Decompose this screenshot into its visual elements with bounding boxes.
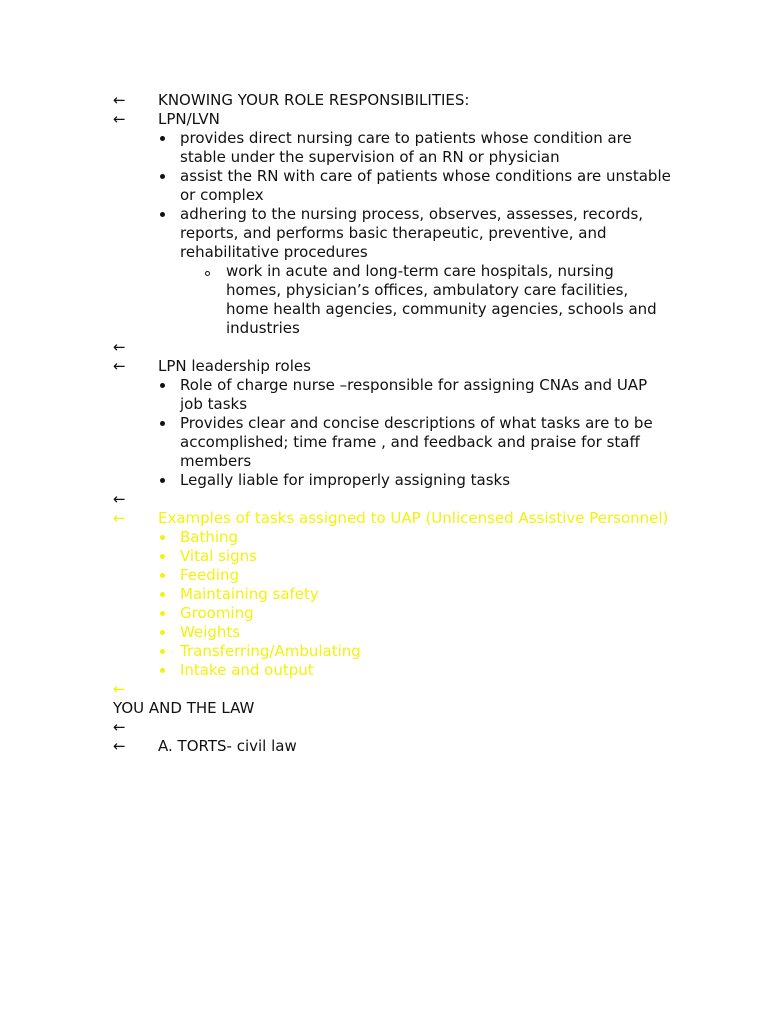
list-item-text: adhering to the nursing process, observes, assesses, records, reports, and performs basic therapeutic, preventive, and rehabilitative procedures	[180, 205, 644, 261]
arrow-icon: ←	[113, 509, 126, 527]
list-item	[113, 623, 673, 642]
list-item	[113, 205, 673, 262]
list-item-text: Legally liable for improperly assigning tasks	[180, 471, 511, 489]
list-item-text: Intake and output	[180, 661, 314, 679]
arrow-icon: ←	[113, 737, 126, 755]
section-heading-row	[113, 357, 673, 376]
bullet-icon	[160, 478, 165, 483]
empty-arrow-row	[113, 490, 673, 509]
section-heading-row	[113, 91, 673, 110]
section-heading: LPN leadership roles	[158, 357, 311, 375]
bullet-icon	[160, 383, 165, 388]
bullet-list	[113, 376, 673, 490]
bullet-icon	[160, 668, 165, 673]
uap-tasks-section	[113, 509, 673, 699]
bullet-icon	[160, 592, 165, 597]
list-item-text: Bathing	[180, 528, 239, 546]
section-heading-row	[113, 509, 673, 528]
section-item: A. TORTS- civil law	[158, 737, 297, 755]
list-item-text: Feeding	[180, 566, 239, 584]
list-item	[113, 585, 673, 604]
arrow-icon: ←	[113, 680, 126, 698]
list-item-text: Provides clear and concise descriptions of what tasks are to be accomplished; time frame , and feedback and praise for staff members	[180, 414, 653, 470]
list-item-text: Transferring/Ambulating	[180, 642, 361, 660]
bullet-icon	[160, 136, 165, 141]
arrow-icon: ←	[113, 338, 126, 356]
arrow-icon: ←	[113, 91, 126, 109]
sub-list-item-text: work in acute and long-term care hospitals, nursing homes, physician’s offices, ambulatory care facilities, home health agencies, community agencies, schools and industries	[226, 262, 657, 337]
list-item	[113, 414, 673, 471]
list-item	[113, 129, 673, 167]
list-item-text: Weights	[180, 623, 241, 641]
list-item	[113, 566, 673, 585]
arrow-icon: ←	[113, 110, 126, 128]
arrow-icon: ←	[113, 490, 126, 508]
bullet-icon	[160, 174, 165, 179]
list-item-text: Role of charge nurse –responsible for assigning CNAs and UAP job tasks	[180, 376, 648, 413]
section-heading: YOU AND THE LAW	[113, 699, 255, 717]
bullet-icon	[160, 421, 165, 426]
list-item-text: Maintaining safety	[180, 585, 319, 603]
list-item-text: Grooming	[180, 604, 254, 622]
empty-arrow-row	[113, 680, 673, 699]
sub-list-item	[113, 262, 673, 338]
document-body	[113, 91, 673, 756]
list-item-text: Vital signs	[180, 547, 257, 565]
bullet-icon	[160, 649, 165, 654]
list-item-text: assist the RN with care of patients whose conditions are unstable or complex	[180, 167, 671, 204]
section-item-row	[113, 737, 673, 756]
list-item	[113, 167, 673, 205]
bullet-list	[113, 129, 673, 262]
arrow-icon: ←	[113, 357, 126, 375]
hollow-bullet-icon	[205, 271, 210, 276]
list-item	[113, 471, 673, 490]
empty-arrow-row	[113, 338, 673, 357]
list-item	[113, 604, 673, 623]
list-item	[113, 376, 673, 414]
list-item	[113, 642, 673, 661]
section-heading: KNOWING YOUR ROLE RESPONSIBILITIES:	[158, 91, 470, 109]
section-subheading: LPN/LVN	[158, 110, 220, 128]
bullet-icon	[160, 573, 165, 578]
list-item-text: provides direct nursing care to patients whose condition are stable under the supervision of an RN or physician	[180, 129, 632, 166]
bullet-icon	[160, 535, 165, 540]
list-item	[113, 528, 673, 547]
section-subheading-row	[113, 110, 673, 129]
bullet-icon	[160, 611, 165, 616]
section-heading: Examples of tasks assigned to UAP (Unlicensed Assistive Personnel)	[158, 509, 669, 527]
list-item	[113, 547, 673, 566]
sub-bullet-list	[113, 262, 673, 338]
arrow-icon: ←	[113, 718, 126, 736]
list-item	[113, 661, 673, 680]
bullet-icon	[160, 630, 165, 635]
bullet-icon	[160, 554, 165, 559]
bullet-icon	[160, 212, 165, 217]
empty-arrow-row	[113, 718, 673, 737]
section-heading-row	[113, 699, 673, 718]
bullet-list	[113, 528, 673, 680]
